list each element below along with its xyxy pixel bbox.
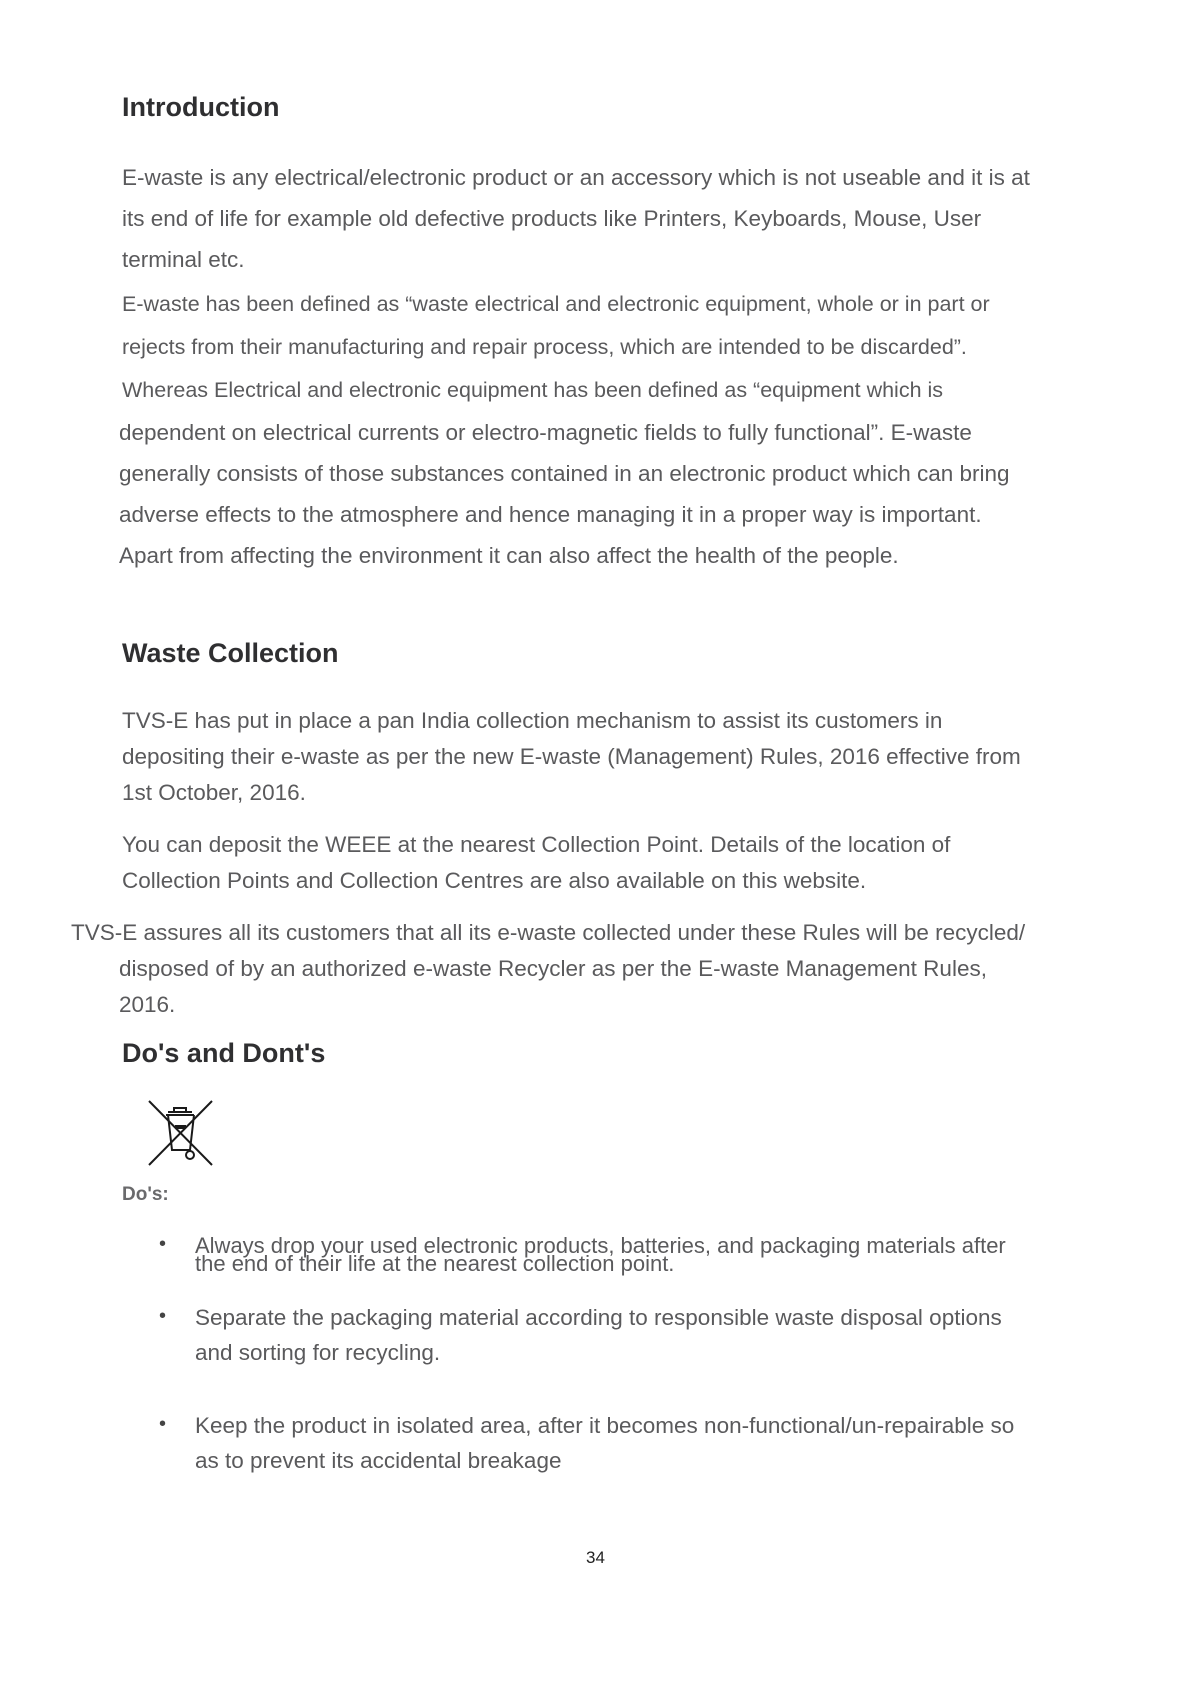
collection-line-1: TVS-E has put in place a pan India collection mechanism to assist its customers in [122, 708, 943, 733]
intro-line-10: Apart from affecting the environment it can also affect the health of the people. [119, 543, 899, 568]
intro-line-4: E-waste has been defined as “waste electrical and electronic equipment, whole or in part or [122, 292, 990, 316]
dos-bullet-1-line-2: the end of their life at the nearest collection point. [195, 1251, 675, 1276]
introduction-heading: Introduction [122, 92, 280, 122]
intro-line-9: adverse effects to the atmosphere and hence managing it in a proper way is important. [119, 502, 982, 527]
dos-bullet-1-line-1: Always drop your used electronic products, batteries, and packaging materials after [195, 1233, 1006, 1258]
collection-line-7: disposed of by an authorized e-waste Recycler as per the E-waste Management Rules, [119, 956, 987, 981]
bullet-dot-3: • [159, 1413, 167, 1435]
collection-line-3: 1st October, 2016. [122, 780, 306, 805]
dos-bullet-2-line-2: and sorting for recycling. [195, 1340, 441, 1365]
intro-line-1: E-waste is any electrical/electronic product or an accessory which is not useable and it is at [122, 165, 1030, 190]
dos-bullet-2-line-1: Separate the packaging material according to responsible waste disposal options [195, 1305, 1002, 1330]
waste-collection-heading: Waste Collection [122, 638, 339, 668]
dos-bullet-3-line-2: as to prevent its accidental breakage [195, 1448, 562, 1473]
collection-line-6: TVS-E assures all its customers that all its e-waste collected under these Rules will be recycled/ [71, 920, 1026, 945]
intro-line-3: terminal etc. [122, 247, 245, 272]
intro-line-5: rejects from their manufacturing and repair process, which are intended to be discarded”. [122, 335, 967, 359]
page-number: 34 [586, 1548, 605, 1567]
dos-label: Do's: [122, 1184, 169, 1205]
intro-line-8: generally consists of those substances contained in an electronic product which can bring [119, 461, 1010, 486]
dos-donts-heading: Do's and Dont's [122, 1038, 326, 1068]
collection-line-5: Collection Points and Collection Centres are also available on this website. [122, 868, 867, 893]
intro-line-6: Whereas Electrical and electronic equipment has been defined as “equipment which is [122, 378, 944, 402]
intro-line-2: its end of life for example old defective products like Printers, Keyboards, Mouse, User [122, 206, 982, 231]
crossed-out-wheelie-bin-icon [146, 1098, 216, 1168]
collection-line-8: 2016. [119, 992, 176, 1017]
dos-bullet-3-line-1: Keep the product in isolated area, after it becomes non-functional/un-repairable so [195, 1413, 1015, 1438]
collection-line-2: depositing their e-waste as per the new E-waste (Management) Rules, 2016 effective from [122, 744, 1021, 769]
intro-line-7: dependent on electrical currents or electro-magnetic fields to fully functional”. E-waste [119, 420, 972, 445]
collection-line-4: You can deposit the WEEE at the nearest Collection Point. Details of the location of [122, 832, 951, 857]
bullet-dot-1: • [159, 1233, 167, 1255]
bullet-dot-2: • [159, 1305, 167, 1327]
